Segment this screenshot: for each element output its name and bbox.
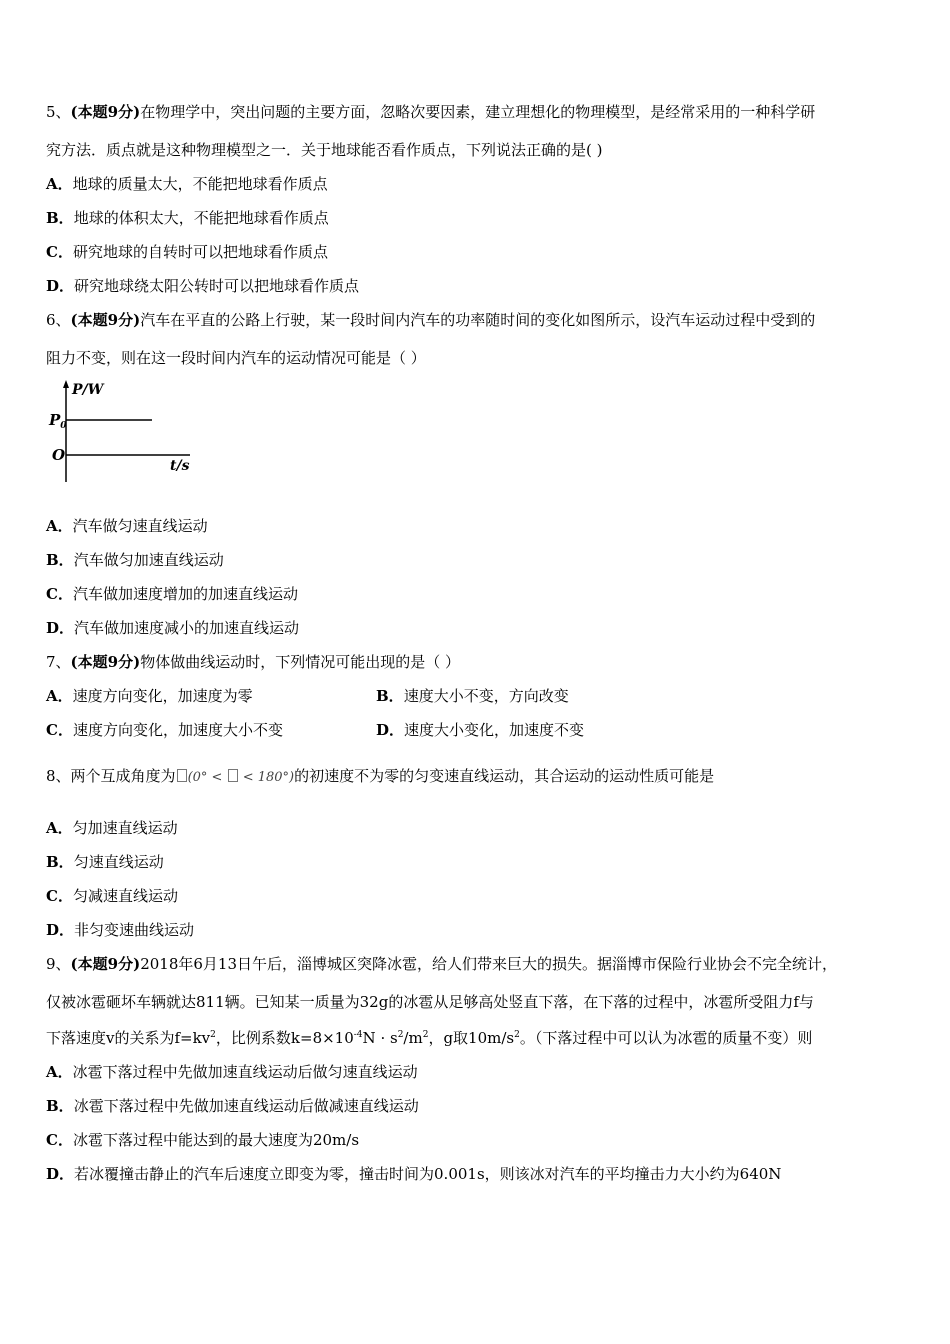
q7-number: 7、 (46, 653, 71, 671)
q6-stem-line2: 阻力不变，则在这一段时间内汽车的运动情况可能是（ ） (46, 349, 426, 367)
q7-meta: (本题9分) (70, 653, 141, 671)
missing-glyph-box (228, 769, 238, 782)
q7-option-b: B．速度大小不变，方向改变 (376, 687, 569, 705)
q9-option-a: A．冰雹下落过程中先做加速直线运动后做匀速直线运动 (46, 1063, 418, 1081)
q5-stem-text1: 在物理学中，突出问题的主要方面，忽略次要因素，建立理想化的物理模型，是经常采用的一种科学研 (140, 103, 816, 121)
q9-option-c: C．冰雹下落过程中能达到的最大速度为20m/s (46, 1131, 360, 1149)
q7-stem-text: 物体做曲线运动时，下列情况可能出现的是（ ） (140, 653, 460, 671)
q7-option-c: C．速度方向变化，加速度大小不变 (46, 721, 283, 739)
q7-option-d: D．速度大小变化，加速度不变 (376, 721, 585, 739)
q8-stem-after: 的初速度不为零的匀变速直线运动，其合运动的运动性质可能是 (294, 767, 715, 785)
q9-stem-line2: 仅被冰雹砸坏车辆就达811辆。已知某一质量为32g的冰雹从足够高处竖直下落，在下落的过程中，冰雹所受阻力f与 (46, 993, 814, 1011)
q5-option-a: A．地球的质量太大，不能把地球看作质点 (46, 175, 328, 193)
q6-option-b: B．汽车做匀加速直线运动 (46, 551, 224, 569)
q6-option-c: C．汽车做加速度增加的加速直线运动 (46, 585, 298, 603)
q5-stem-line1 (46, 102, 815, 122)
q6-power-time-graph (44, 378, 204, 486)
q8-stem (46, 766, 714, 788)
q5-option-d: D．研究地球绕太阳公转时可以把地球看作质点 (46, 277, 360, 295)
q9-option-d: D．若冰覆撞击静止的汽车后速度立即变为零，撞击时间为0.001s，则该冰对汽车的平均撞击力大小约为640N (46, 1165, 782, 1183)
x-axis-label: t/s (170, 458, 190, 474)
q9-stem-text1: 2018年6月13日午后，淄博城区突降冰雹，给人们带来巨大的损失。据淄博市保险行业协会不完全统计， (140, 955, 837, 973)
q7-option-a: A．速度方向变化，加速度为零 (46, 687, 253, 705)
p0-label: $P_0$ (49, 411, 67, 431)
q6-meta: (本题9分) (70, 311, 141, 329)
q8-number: 8、 (46, 767, 71, 785)
q6-stem-line1 (46, 310, 815, 330)
q9-stem-line1 (46, 954, 837, 974)
q9-option-b: B．冰雹下落过程中先做加速直线运动后做减速直线运动 (46, 1097, 419, 1115)
q6-stem-text1: 汽车在平直的公路上行驶，某一段时间内汽车的功率随时间的变化如图所示，设汽车运动过程中受到的 (140, 311, 816, 329)
origin-label: O (52, 446, 66, 464)
missing-glyph-box (177, 769, 187, 782)
q8-angle-range: (0° < < 180°) (176, 770, 295, 785)
q8-option-a: A．匀加速直线运动 (46, 819, 178, 837)
q8-option-b: B．匀速直线运动 (46, 853, 164, 871)
q9-stem-line3: 下落速度v的关系为$f=kv^2$，比例系数$k=8\times 10^{-4}N \cdot s^2/m^2$，g取$10m/s^2$。（下落过程中可以认为冰雹的质量不变）则 (46, 1029, 813, 1047)
q9-number: 9、 (46, 955, 71, 973)
q5-option-c: C．研究地球的自转时可以把地球看作质点 (46, 243, 328, 261)
q8-option-c: C．匀减速直线运动 (46, 887, 178, 905)
q5-meta: (本题9分) (70, 103, 141, 121)
q8-option-d: D．非匀变速曲线运动 (46, 921, 195, 939)
q7-stem (46, 652, 460, 672)
q9-meta: (本题9分) (70, 955, 141, 973)
q6-option-a: A．汽车做匀速直线运动 (46, 517, 208, 535)
q5-number: 5、 (46, 103, 71, 121)
q6-number: 6、 (46, 311, 71, 329)
y-axis-label: P/W (72, 382, 104, 398)
y-axis-arrow (63, 380, 69, 388)
q8-stem-before: 两个互成角度为 (70, 767, 176, 785)
q5-option-b: B．地球的体积太大，不能把地球看作质点 (46, 209, 329, 227)
q5-stem-line2: 究方法．质点就是这种物理模型之一．关于地球能否看作质点，下列说法正确的是( ) (46, 141, 603, 159)
q6-option-d: D．汽车做加速度减小的加速直线运动 (46, 619, 300, 637)
